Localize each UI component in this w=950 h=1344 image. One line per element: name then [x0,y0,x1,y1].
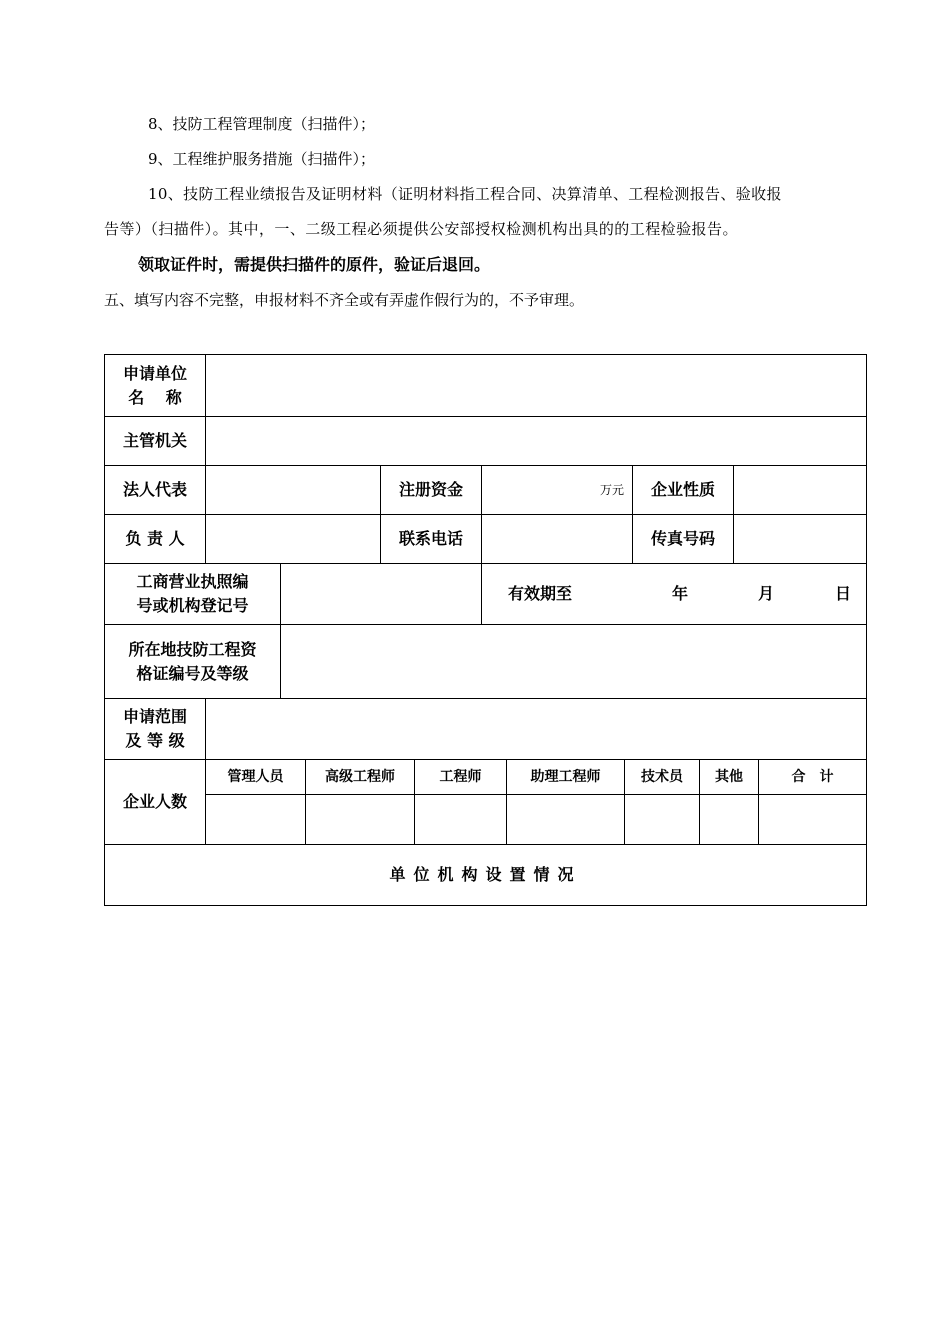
applicant-label [104,354,206,417]
staff-header-assistant-engineer: 助理工程师 [506,759,625,795]
legal-rep-label: 法人代表 [104,465,206,515]
local-cert-label [104,624,281,699]
note-item-10-line2: 告等）（扫描件）。其中，一、二级工程必须提供公安部授权检测机构出具的的工程检验报告。 [104,220,738,238]
note-item-9: 9、工程维护服务措施（扫描件）； [148,150,376,168]
staff-value-total[interactable] [758,794,867,845]
license-label-line1: 工商营业执照编 [136,572,249,591]
note-bold: 领取证件时，需提供扫描件的原件，验证后退回。 [138,255,491,274]
staff-header-senior-engineer: 高级工程师 [305,759,415,795]
staff-header-technician: 技术员 [624,759,700,795]
day-label: 日 [835,584,852,603]
license-field[interactable] [280,563,482,625]
staff-header-total: 合 计 [758,759,867,795]
staff-value-management[interactable] [205,794,306,845]
supervisor-field[interactable] [205,416,867,466]
scope-field[interactable] [205,698,867,760]
year-label: 年 [672,584,689,603]
fax-field[interactable] [733,514,867,564]
phone-field[interactable] [481,514,633,564]
valid-until-field[interactable] [481,563,867,625]
staff-value-assistant-engineer[interactable] [506,794,625,845]
applicant-label-line1: 申请单位 [122,363,187,383]
staff-header-other: 其他 [699,759,759,795]
license-label-line2: 号或机构登记号 [136,596,249,615]
local-cert-field[interactable] [280,624,867,699]
staff-value-other[interactable] [699,794,759,845]
staff-value-technician[interactable] [624,794,700,845]
fax-label: 传真号码 [632,514,734,564]
enterprise-type-label: 企业性质 [632,465,734,515]
applicant-label-line2: 名 称 [128,387,182,407]
note-item-5: 五、填写内容不完整，申报材料不齐全或有弄虚作假行为的，不予审理。 [104,291,585,309]
scope-label-line2: 及 等 级 [125,731,185,750]
application-form [104,354,867,906]
legal-rep-field[interactable] [205,465,381,515]
license-label [104,563,281,625]
org-setup-title: 单位机构设置情况 [104,844,867,906]
valid-until-label: 有效期至 [508,584,573,603]
applicant-field[interactable] [205,354,867,417]
staff-header-management: 管理人员 [205,759,306,795]
capital-unit: 万元 [599,483,624,497]
reg-capital-field[interactable] [481,465,633,515]
staff-value-engineer[interactable] [414,794,507,845]
local-cert-label-line2: 格证编号及等级 [136,663,249,683]
month-label: 月 [758,584,775,603]
scope-label [104,698,206,760]
staff-value-senior-engineer[interactable] [305,794,415,845]
phone-label: 联系电话 [380,514,482,564]
person-in-charge-field[interactable] [205,514,381,564]
local-cert-label-line1: 所在地技防工程资 [128,639,257,659]
reg-capital-label: 注册资金 [380,465,482,515]
enterprise-type-field[interactable] [733,465,867,515]
scope-label-line1: 申请范围 [122,707,187,726]
supervisor-label: 主管机关 [104,416,206,466]
staff-header-engineer: 工程师 [414,759,507,795]
staff-count-label: 企业人数 [104,759,206,845]
note-item-10-line1: 10、技防工程业绩报告及证明材料（证明材料指工程合同、决算清单、工程检测报告、验收报 [148,185,782,203]
note-item-8: 8、技防工程管理制度（扫描件）； [148,115,376,133]
person-in-charge-label: 负 责 人 [104,514,206,564]
